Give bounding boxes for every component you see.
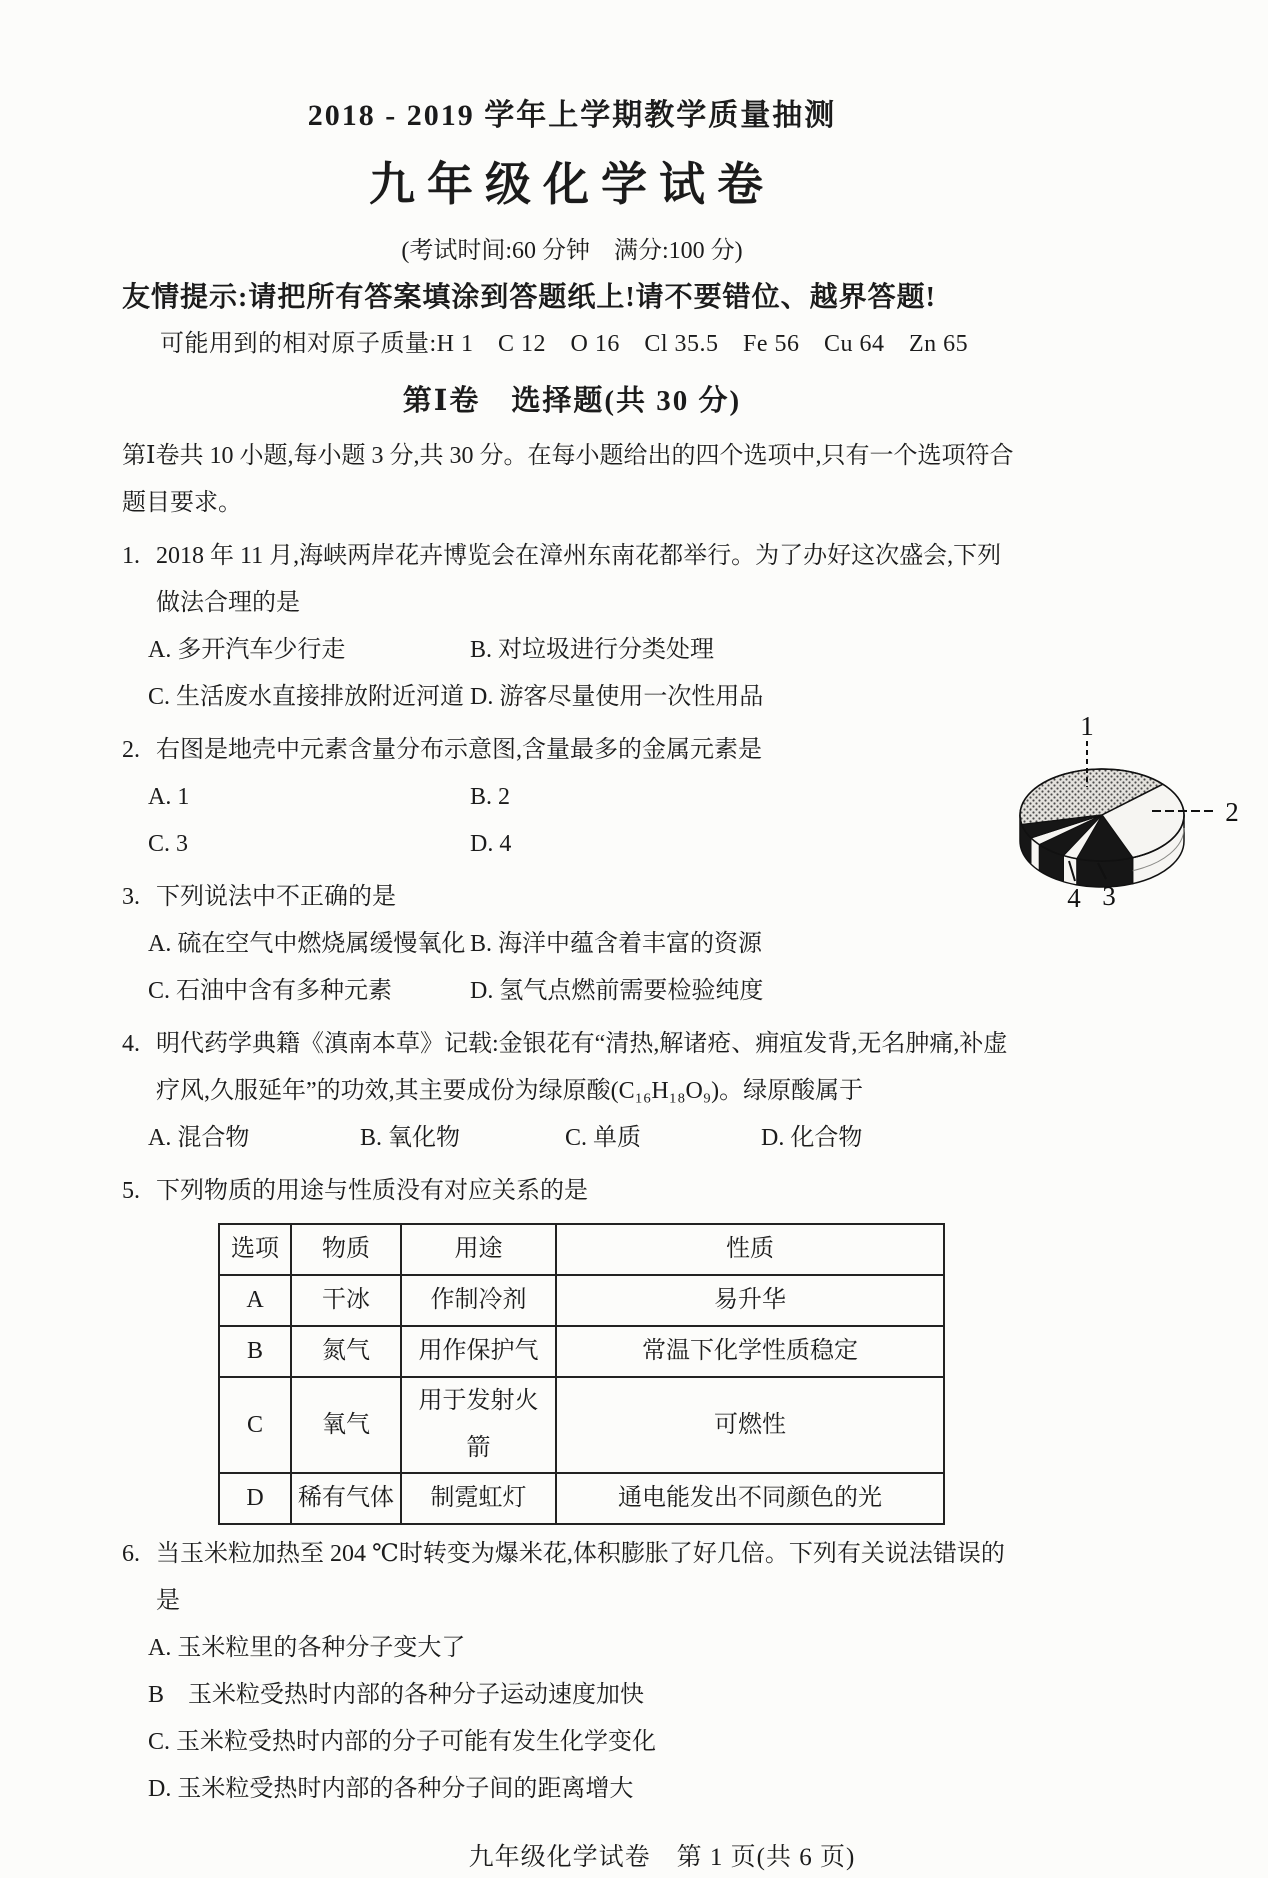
question-2-text: 右图是地壳中元素含量分布示意图,含量最多的金属元素是 — [156, 737, 762, 763]
question-6-text: 当玉米粒加热至 204 ℃时转变为爆米花,体积膨胀了好几倍。下列有关说法错误的是 — [156, 1541, 1005, 1614]
q5-header-row — [219, 1224, 944, 1275]
page-footer: 九年级化学试卷 第 1 页(共 6 页) — [468, 1844, 856, 1871]
question-2-option-c: C. 3 — [148, 831, 189, 857]
question-3-option-d: D. 氢气点燃前需要检验纯度 — [470, 978, 764, 1004]
q5-cell-c-substance: 氧气 — [291, 1377, 401, 1473]
question-5-number: 5. — [122, 1178, 140, 1204]
exam-time-score-line: (考试时间:60 分钟 满分:100 分) — [401, 238, 743, 264]
question-1 — [122, 533, 1022, 721]
q5-cell-a-property: 易升华 — [556, 1275, 944, 1326]
q5-header-use: 用途 — [401, 1224, 556, 1275]
q5-row-a — [219, 1275, 944, 1326]
question-4-option-a: A. 混合物 — [148, 1125, 250, 1151]
exam-session-line: 2018 - 2019 学年上学期教学质量抽测 — [307, 99, 837, 132]
question-6-option-d: D. 玉米粒受热时内部的各种分子间的距离增大 — [148, 1776, 634, 1802]
q5-cell-d-substance: 稀有气体 — [291, 1473, 401, 1524]
pie-chart-svg — [1002, 715, 1252, 920]
question-6-number: 6. — [122, 1541, 140, 1567]
question-1-text: 2018 年 11 月,海峡两岸花卉博览会在漳州东南花都举行。为了办好这次盛会,下列做法合理的是 — [156, 543, 1002, 616]
q5-cell-c-option: C — [219, 1377, 291, 1473]
question-2-option-b: B. 2 — [470, 784, 511, 810]
q5-cell-b-property: 常温下化学性质稳定 — [556, 1326, 944, 1377]
question-4-text: 明代药学典籍《滇南本草》记载:金银花有“清热,解诸疮、痈疽发背,无名肿痛,补虚疗风,久服延年”的功效,其主要成份为绿原酸(C₁₆H₁₈O₉)。绿原酸属于 — [156, 1031, 1008, 1104]
question-4-number: 4. — [122, 1031, 140, 1057]
pie-label-1: 1 — [1080, 715, 1094, 741]
pie-label-4: 4 — [1067, 883, 1081, 913]
question-4-option-c: C. 单质 — [565, 1125, 642, 1151]
question-3-option-a: A. 硫在空气中燃烧属缓慢氧化 — [148, 931, 466, 957]
question-6 — [122, 1531, 1022, 1813]
question-5 — [122, 1168, 1022, 1525]
question-2 — [122, 727, 1022, 868]
question-3-number: 3. — [122, 884, 140, 910]
question-3-text: 下列说法中不正确的是 — [156, 884, 396, 910]
q5-cell-c-use: 用于发射火箭 — [401, 1377, 556, 1473]
question-4-options — [122, 1115, 1022, 1162]
question-1-option-d: D. 游客尽量使用一次性用品 — [470, 684, 764, 710]
q5-table — [218, 1223, 945, 1525]
question-6-options — [122, 1625, 1022, 1813]
question-1-option-a: A. 多开汽车少行走 — [148, 637, 346, 663]
exam-title: 九年级化学试卷 — [369, 159, 775, 210]
q5-header-substance: 物质 — [291, 1224, 401, 1275]
crust-elements-pie-chart — [1002, 715, 1252, 920]
q5-row-d — [219, 1473, 944, 1524]
section-intro: 第Ⅰ卷共 10 小题,每小题 3 分,共 30 分。在每小题给出的四个选项中,只有一个选项符合题目要求。 — [122, 443, 1014, 516]
question-3-option-b: B. 海洋中蕴含着丰富的资源 — [470, 931, 763, 957]
question-3 — [122, 874, 1022, 1015]
q5-cell-d-option: D — [219, 1473, 291, 1524]
q5-cell-b-option: B — [219, 1326, 291, 1377]
q5-cell-d-property: 通电能发出不同颜色的光 — [556, 1473, 944, 1524]
atomic-masses-line: 可能用到的相对原子质量:H 1 C 12 O 16 Cl 35.5 Fe 56 Cu 64 Zn 65 — [160, 331, 969, 357]
question-1-number: 1. — [122, 543, 140, 569]
question-1-options — [122, 627, 1022, 721]
q5-cell-a-use: 作制冷剂 — [401, 1275, 556, 1326]
q5-cell-a-substance: 干冰 — [291, 1275, 401, 1326]
question-4 — [122, 1021, 1022, 1162]
q5-cell-b-substance: 氮气 — [291, 1326, 401, 1377]
question-6-option-c: C. 玉米粒受热时内部的分子可能有发生化学变化 — [148, 1729, 657, 1755]
question-2-options — [122, 774, 1022, 868]
q5-row-b — [219, 1326, 944, 1377]
q5-header-option: 选项 — [219, 1224, 291, 1275]
question-6-option-a: A. 玉米粒里的各种分子变大了 — [148, 1635, 466, 1661]
q5-cell-b-use: 用作保护气 — [401, 1326, 556, 1377]
exam-content — [122, 0, 1022, 1873]
q5-cell-c-property: 可燃性 — [556, 1377, 944, 1473]
question-3-option-c: C. 石油中含有多种元素 — [148, 978, 393, 1004]
question-2-number: 2. — [122, 737, 140, 763]
q5-cell-d-use: 制霓虹灯 — [401, 1473, 556, 1524]
pie-label-2: 2 — [1225, 797, 1239, 827]
question-3-options — [122, 921, 1022, 1015]
q5-row-c — [219, 1377, 944, 1473]
pie-label-3: 3 — [1102, 881, 1116, 911]
question-4-option-d: D. 化合物 — [761, 1125, 863, 1151]
question-1-option-c: C. 生活废水直接排放附近河道 — [148, 684, 465, 710]
notice-line: 友情提示:请把所有答案填涂到答题纸上!请不要错位、越界答题! — [122, 282, 936, 313]
q5-header-property: 性质 — [556, 1224, 944, 1275]
q5-cell-a-option: A — [219, 1275, 291, 1326]
question-4-option-b: B. 氧化物 — [360, 1125, 461, 1151]
question-6-option-b: B 玉米粒受热时内部的各种分子运动速度加快 — [148, 1682, 645, 1708]
question-2-option-d: D. 4 — [470, 831, 512, 857]
question-1-option-b: B. 对垃圾进行分类处理 — [470, 637, 715, 663]
question-5-text: 下列物质的用途与性质没有对应关系的是 — [156, 1178, 588, 1204]
question-2-option-a: A. 1 — [148, 784, 190, 810]
section-title: 第Ⅰ卷 选择题(共 30 分) — [402, 385, 742, 417]
